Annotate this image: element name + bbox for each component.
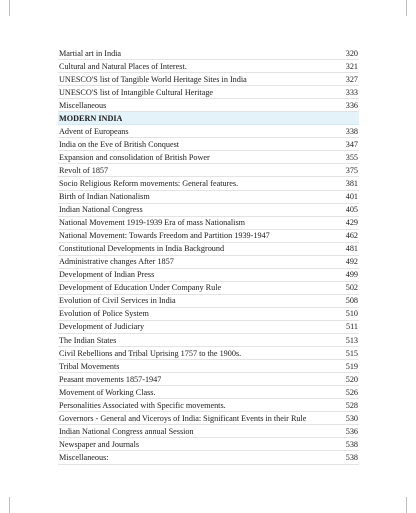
toc-entry — [58, 230, 359, 243]
toc-entry-title: Indian National Congress — [59, 205, 143, 215]
toc-entry — [58, 373, 359, 386]
toc-entry — [58, 399, 359, 412]
toc-entry-title: Revolt of 1857 — [59, 165, 109, 175]
toc-entry — [58, 425, 359, 438]
toc-entry-page: 502 — [345, 283, 358, 293]
toc-entry — [58, 60, 359, 73]
toc-entry-title: National Movement: Towards Freedom and Partition 1939-1947 — [59, 231, 270, 241]
toc-entry — [58, 269, 359, 282]
toc-entry — [58, 334, 359, 347]
toc-entry-title: Governors - General and Viceroys of India: Significant Events in their Rule — [59, 413, 307, 423]
toc-entry-title: Newspaper and Journals — [59, 439, 140, 449]
toc-entry-title: Development of Indian Press — [59, 270, 155, 280]
toc-entry — [58, 386, 359, 399]
toc-entry-page: 333 — [345, 87, 358, 97]
toc-entry — [58, 73, 359, 86]
crop-mark-top-left — [9, 0, 10, 16]
toc-entry — [58, 86, 359, 99]
toc-entry — [58, 138, 359, 151]
toc-entry-page: 519 — [345, 361, 358, 371]
toc-entry-title: Expansion and consolidation of British Power — [59, 152, 210, 162]
toc-entry — [58, 177, 359, 190]
toc-entry — [58, 438, 359, 451]
toc-entry-page: 526 — [345, 387, 358, 397]
toc-entry-page: 381 — [345, 178, 358, 188]
toc-entry — [58, 347, 359, 360]
toc-entry-page: 320 — [345, 48, 358, 58]
toc-entry-title: The Indian States — [59, 335, 117, 345]
toc-entry — [58, 282, 359, 295]
toc-entry-title: National Movement 1919-1939 Era of mass Nationalism — [59, 218, 246, 228]
toc-entry-title: Tribal Movements — [59, 361, 120, 371]
toc-entry-title: Evolution of Civil Services in India — [59, 296, 176, 306]
toc-entry-page: 513 — [345, 335, 358, 345]
toc-entry-page: 492 — [345, 257, 358, 267]
toc-entry-page: 375 — [345, 165, 358, 175]
toc-entry-page: 327 — [345, 74, 358, 84]
toc-entry-title: Miscellaneous — [59, 100, 107, 110]
toc-entry — [58, 47, 359, 60]
toc-entry-page: 520 — [345, 374, 358, 384]
toc-entry-title: Socio Religious Reform movements: General features. — [59, 178, 239, 188]
toc-entry-title: Evolution of Police System — [59, 309, 149, 319]
toc-entry-page: 355 — [345, 152, 358, 162]
toc-entry-page: 515 — [345, 348, 358, 358]
toc-entry-page: 528 — [345, 400, 358, 410]
toc-entry — [58, 451, 359, 464]
toc-entry — [58, 151, 359, 164]
toc-entry-page: 499 — [345, 270, 358, 280]
toc-entry-page: 321 — [345, 61, 358, 71]
toc-entry-page: 530 — [345, 413, 358, 423]
toc-entry-title: Personalities Associated with Specific movements. — [59, 400, 226, 410]
toc-entry-title: Miscellaneous: — [59, 452, 109, 462]
crop-mark-bottom-right — [406, 497, 407, 513]
toc-entry-page: 481 — [345, 244, 358, 254]
toc-entry-page: 336 — [345, 100, 358, 110]
toc-entry-title: Birth of Indian Nationalism — [59, 192, 150, 202]
toc-entry — [58, 204, 359, 217]
toc-entry-page: 429 — [345, 218, 358, 228]
toc-entry-title: Civil Rebellions and Tribal Uprising 1757 to the 1900s. — [59, 348, 242, 358]
toc-entry-title: Development of Judiciary — [59, 322, 145, 332]
toc-entry-title: UNESCO'S list of Intangible Cultural Heritage — [59, 87, 214, 97]
toc-entry-title: Peasant movements 1857-1947 — [59, 374, 162, 384]
crop-mark-bottom-left — [9, 497, 10, 513]
toc-entry — [58, 308, 359, 321]
toc-entry — [58, 360, 359, 373]
toc-entry — [58, 243, 359, 256]
toc-entry-page: 347 — [345, 139, 358, 149]
toc-entry — [58, 191, 359, 204]
toc-entry-page: 538 — [345, 452, 358, 462]
section-heading-modern-india — [58, 112, 359, 125]
toc-group-modern-india — [58, 125, 359, 464]
table-of-contents — [58, 47, 359, 465]
toc-entry-page: 510 — [345, 309, 358, 319]
toc-entry — [58, 164, 359, 177]
toc-entry-page: 508 — [345, 296, 358, 306]
toc-entry-page: 338 — [345, 126, 358, 136]
toc-entry-title: Development of Education Under Company Rule — [59, 283, 222, 293]
toc-entry — [58, 256, 359, 269]
toc-entry-title: India on the Eve of British Conquest — [59, 139, 180, 149]
toc-entry-title: Indian National Congress annual Session — [59, 426, 194, 436]
toc-entry-title: Advent of Europeans — [59, 126, 129, 136]
toc-entry — [58, 217, 359, 230]
toc-entry-page: 538 — [345, 439, 358, 449]
toc-group-top — [58, 47, 359, 112]
toc-entry-page: 536 — [345, 426, 358, 436]
toc-entry-page: 462 — [345, 231, 358, 241]
toc-entry — [58, 321, 359, 334]
toc-entry-title: Constitutional Developments in India Background — [59, 244, 225, 254]
toc-entry — [58, 295, 359, 308]
toc-entry-title: Administrative changes After 1857 — [59, 257, 174, 267]
toc-entry-page: 511 — [346, 322, 358, 332]
toc-entry-title: Movement of Working Class. — [59, 387, 156, 397]
toc-entry — [58, 412, 359, 425]
toc-entry — [58, 99, 359, 112]
toc-entry-title: Martial art in India — [59, 48, 122, 58]
toc-entry-title: Cultural and Natural Places of Interest. — [59, 61, 187, 71]
section-heading-title: MODERN INDIA — [59, 113, 123, 123]
toc-entry-title: UNESCO'S list of Tangible World Heritage Sites in India — [59, 74, 247, 84]
crop-mark-top-right — [406, 0, 407, 16]
toc-entry-page: 405 — [345, 205, 358, 215]
toc-entry — [58, 125, 359, 138]
toc-entry-page: 401 — [345, 192, 358, 202]
